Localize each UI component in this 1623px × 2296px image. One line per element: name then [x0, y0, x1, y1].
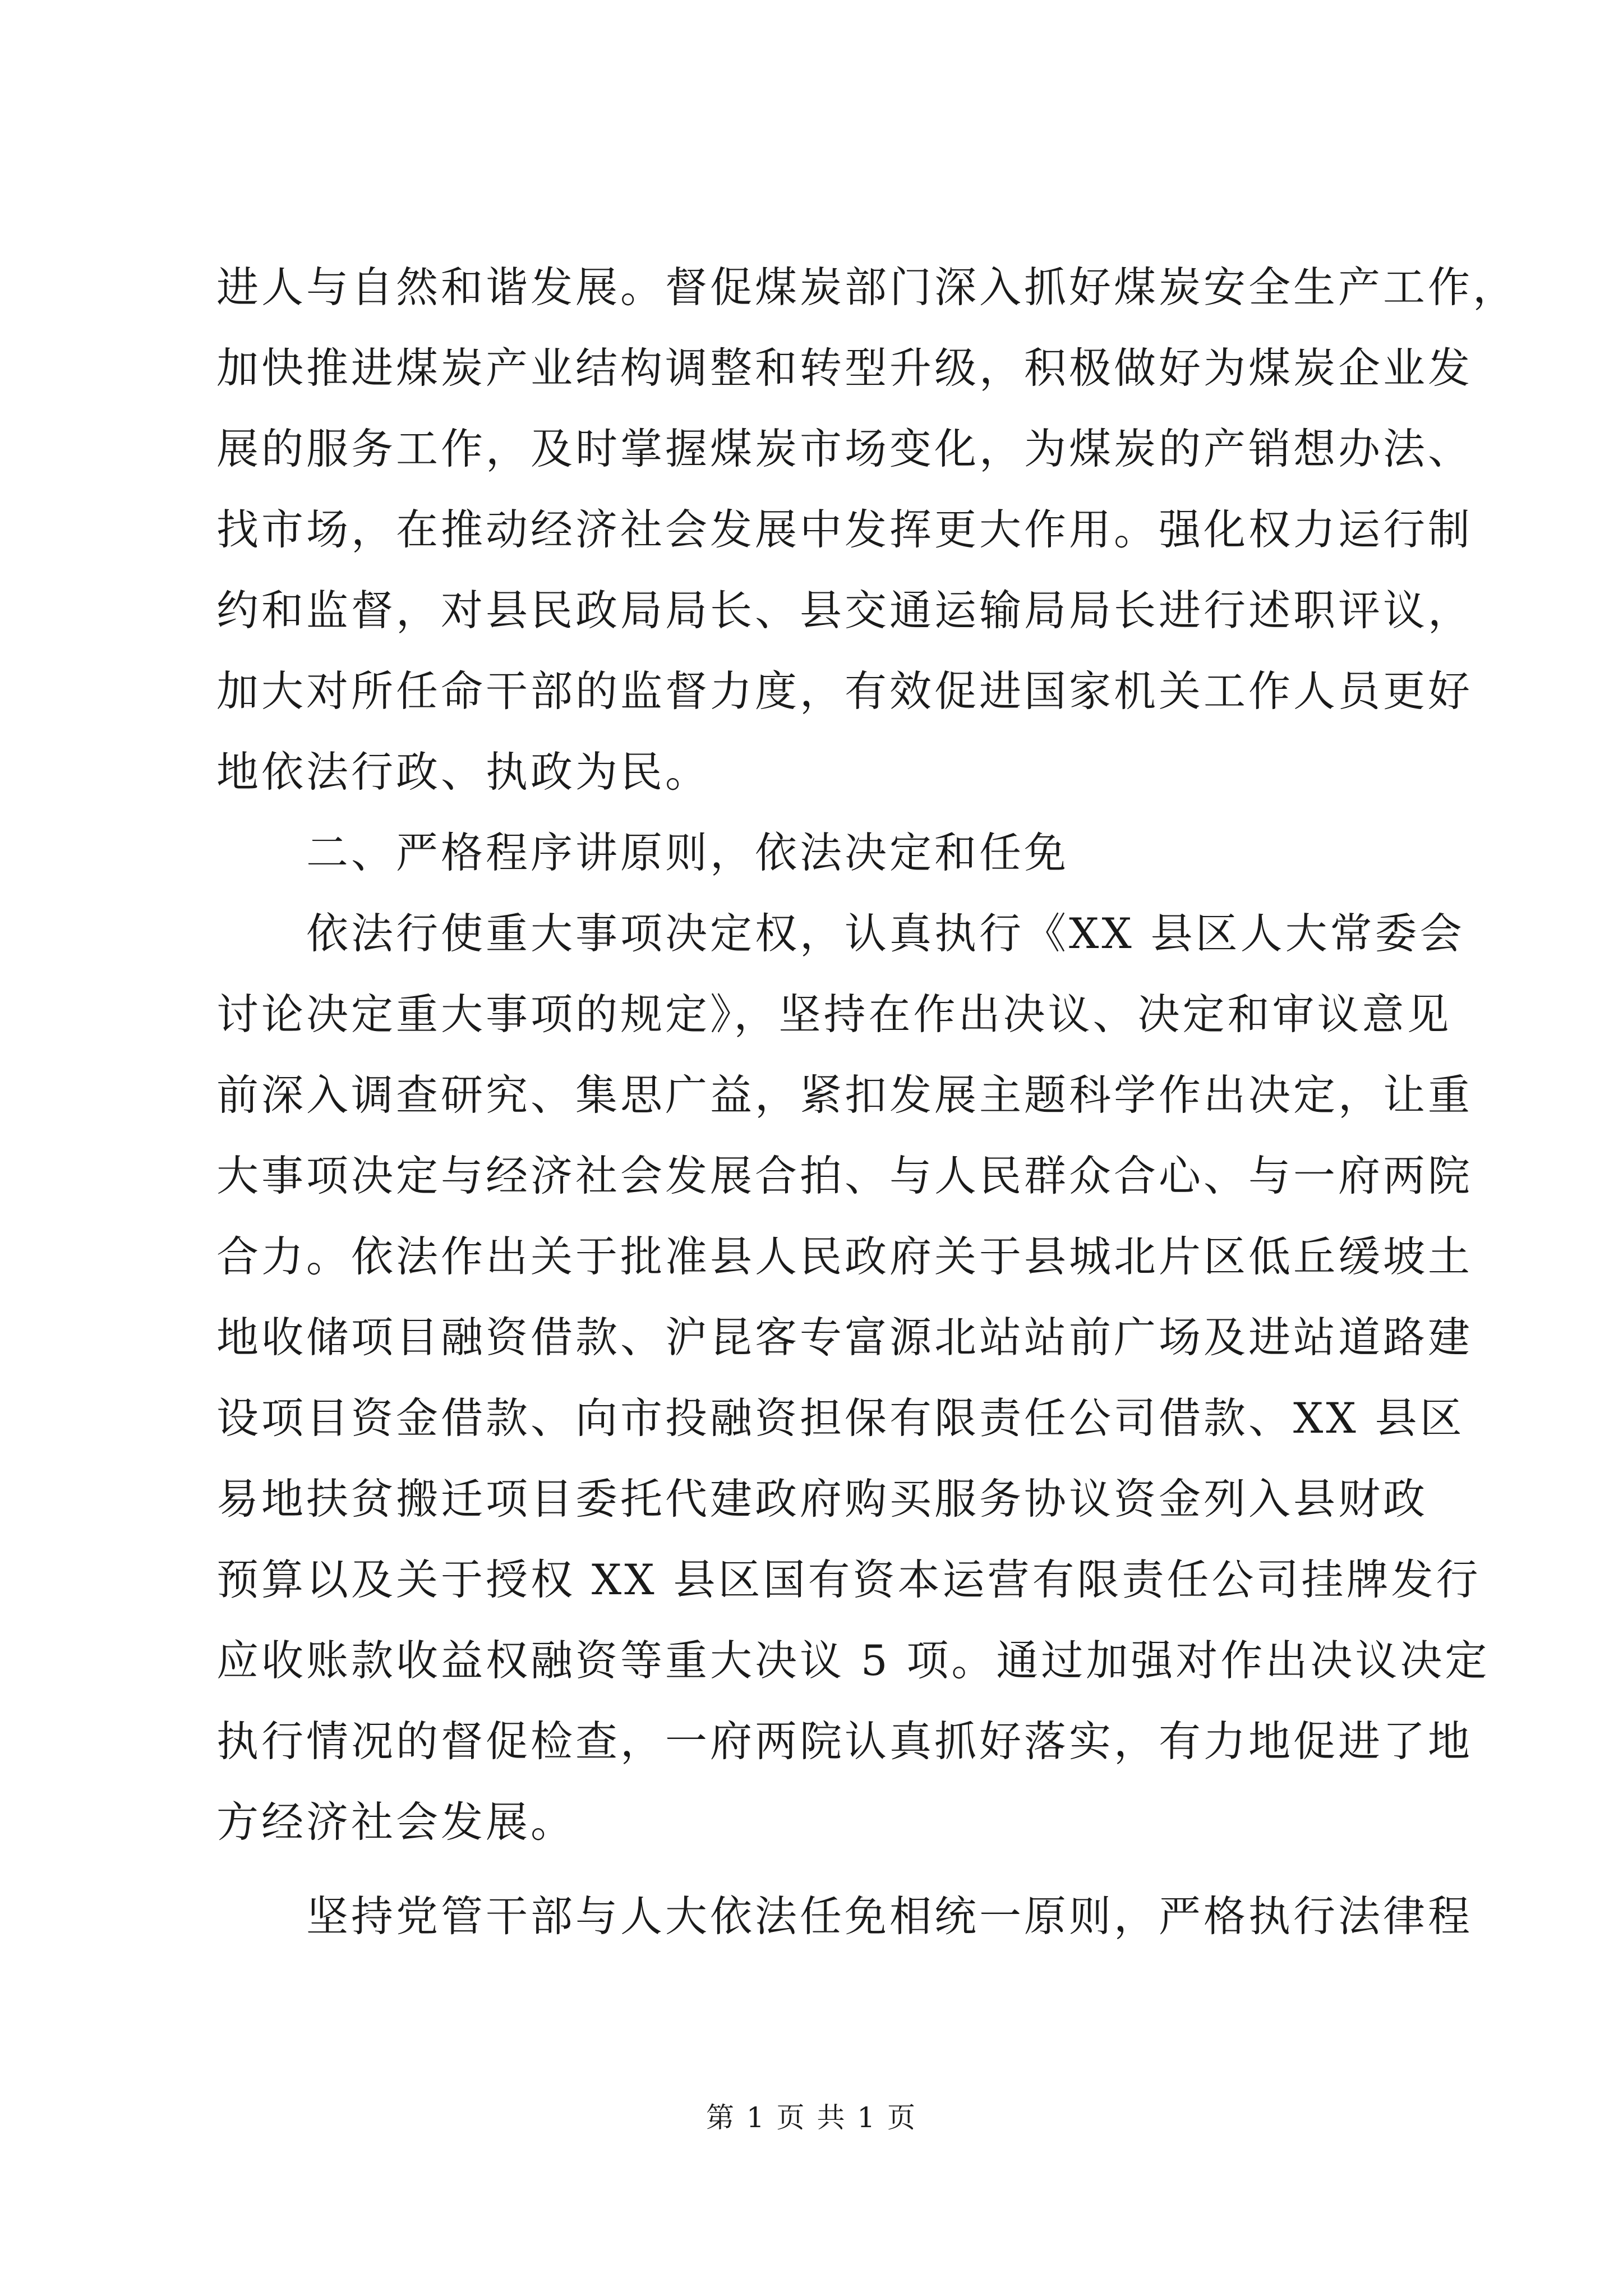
text-line: 找市场，在推动经济社会发展中发挥更大作用。强化权力运行制 — [216, 505, 1473, 554]
text-line: 依法行使重大事项决定权，认真执行《XX 县区人大常委会 — [306, 909, 1465, 958]
text-line: 坚持党管干部与人大依法任免相统一原则，严格执行法律程 — [306, 1892, 1473, 1941]
text-line: 加大对所任命干部的监督力度，有效促进国家机关工作人员更好 — [216, 666, 1473, 716]
paragraph-gap — [216, 1862, 1417, 1876]
text-line: 设项目资金借款、向市投融资担保有限责任公司借款、XX 县区 — [216, 1393, 1465, 1443]
section-heading: 二、严格程序讲原则，依法决定和任免 — [306, 828, 1069, 877]
document-body — [216, 247, 1518, 1957]
text-line: 约和监督，对县民政局局长、县交通运输局局长进行述职评议， — [216, 586, 1473, 635]
text-line: 前深入调查研究、集思广益，紧扣发展主题科学作出决定，让重 — [216, 1070, 1473, 1120]
text-line: 易地扶贫搬迁项目委托代建政府购买服务协议资金列入县财政 — [216, 1474, 1428, 1524]
text-line: 大事项决定与经济社会发展合拍、与人民群众合心、与一府两院 — [216, 1151, 1473, 1200]
text-line: 展的服务工作，及时掌握煤炭市场变化，为煤炭的产销想办法、 — [216, 424, 1473, 473]
text-line: 地收储项目融资借款、沪昆客专富源北站站前广场及进站道路建 — [216, 1313, 1473, 1362]
text-line: 方经济社会发展。 — [216, 1797, 576, 1847]
text-line: 加快推进煤炭产业结构调整和转型升级，积极做好为煤炭企业发 — [216, 343, 1473, 393]
page-number-footer: 第 1 页 共 1 页 — [706, 2101, 917, 2134]
text-line: 预算以及关于授权 XX 县区国有资本运营有限责任公司挂牌发行 — [216, 1555, 1481, 1604]
text-line: 进人与自然和谐发展。督促煤炭部门深入抓好煤炭安全生产工作， — [216, 263, 1518, 312]
text-line: 合力。依法作出关于批准县人民政府关于县城北片区低丘缓坡土 — [216, 1232, 1473, 1281]
text-line: 执行情况的督促检查，一府两院认真抓好落实，有力地促进了地 — [216, 1717, 1473, 1766]
text-line: 应收账款收益权融资等重大决议 5 项。通过加强对作出决议决定 — [216, 1636, 1490, 1685]
text-line: 地依法行政、执政为民。 — [216, 747, 711, 797]
text-line: 讨论决定重大事项的规定》，坚持在作出决议、决定和审议意见 — [216, 990, 1452, 1039]
